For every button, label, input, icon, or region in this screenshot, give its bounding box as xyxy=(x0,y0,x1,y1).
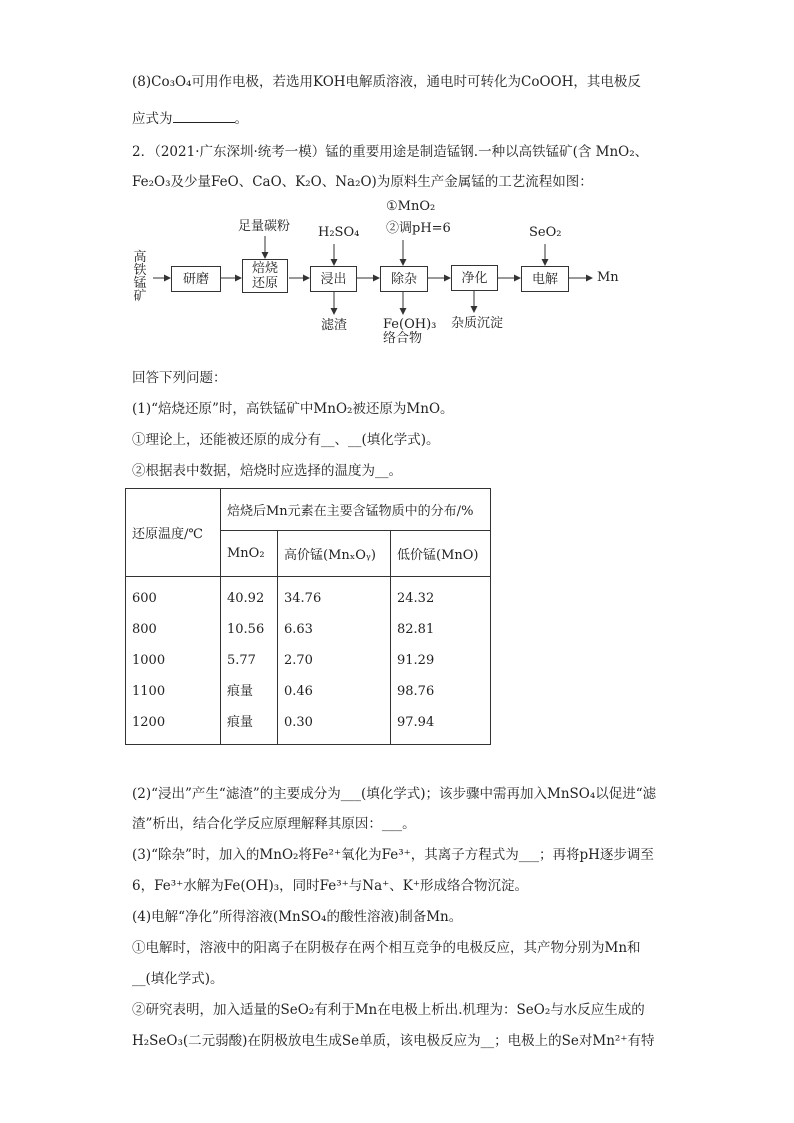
q1a-text: ①理论上，还能被还原的成分有__、__(填化学式)。 xyxy=(132,432,440,448)
step-roasting-reduction: 焙烧还原 xyxy=(242,259,288,293)
temp-cell: 600 xyxy=(132,591,157,606)
q3b-text: 6，Fe³⁺水解为Fe(OH)₃，同时Fe³⁺与Na⁺、K⁺形成络合物沉淀。 xyxy=(132,878,529,894)
q4a-line2: __(填化学式)。 xyxy=(132,971,224,987)
mno2-cell: 10.56 xyxy=(227,622,265,637)
high-cell: 2.70 xyxy=(284,653,313,668)
step-leaching: 浸出 xyxy=(310,266,357,292)
q1b-text: ②根据表中数据，焙烧时应选择的温度为__。 xyxy=(132,463,402,479)
q8-line2-text: 应式为 xyxy=(132,111,173,127)
low-valence-column xyxy=(391,577,491,745)
input-carbon-powder: 足量碳粉 xyxy=(238,219,291,234)
mno2-cell: 痕量 xyxy=(227,715,254,730)
low-cell: 91.29 xyxy=(397,653,435,668)
answer-blank xyxy=(173,108,235,123)
q4a-line1: ①电解时，溶液中的阳离子在阴极存在两个相互竞争的电极反应，其产物分别为Mn和 xyxy=(132,940,641,956)
q4b-line1: ②研究表明，加入适量的SeO₂有利于Mn在电极上析出.机理为：SeO₂与水反应生成的 xyxy=(132,1002,645,1018)
q4b-line2: H₂SeO₃(二元弱酸)在阴极放电生成Se单质，该电极反应为__；电极上的Se对Mn²⁺有特 xyxy=(132,1033,655,1049)
input-seo2: SeO₂ xyxy=(529,225,562,240)
header-distribution: 焙烧后Mn元素在主要含锰物质中的分布/% xyxy=(221,489,491,531)
input-mno2: ①MnO₂ xyxy=(386,199,436,214)
q8-line1: (8)Co₃O₄可用作电极，若选用KOH电解质溶液，通电时可转化为CoOOH，其电极反 xyxy=(132,74,641,90)
header-temperature: 还原温度/℃ xyxy=(126,489,221,577)
step-grinding: 研磨 xyxy=(171,266,221,292)
mno2-cell: 痕量 xyxy=(227,684,254,699)
mno2-column xyxy=(221,577,278,745)
raw-char: 高 xyxy=(133,250,147,265)
low-cell: 82.81 xyxy=(397,622,435,637)
mno2-cell: 5.77 xyxy=(227,653,256,668)
output-filter-residue: 滤渣 xyxy=(321,318,348,333)
q2-line2: Fe₂O₃及少量FeO、CaO、K₂O、Na₂O)为原料生产金属锰的工艺流程如图： xyxy=(132,174,593,190)
high-cell: 6.63 xyxy=(284,622,313,637)
high-valence-column xyxy=(278,577,391,745)
temp-cell: 1100 xyxy=(132,684,166,699)
output-fe-oh3: Fe(OH)₃ xyxy=(383,317,437,332)
mno2-cell: 40.92 xyxy=(227,591,265,606)
q8-line2-end: 。 xyxy=(234,111,248,127)
high-cell: 34.76 xyxy=(284,591,322,606)
high-cell: 0.46 xyxy=(284,684,313,699)
output-complex: 络合物 xyxy=(383,331,423,346)
header-low-valence: 低价锰(MnO) xyxy=(391,531,491,577)
q2b-text: 渣”析出，结合化学反应原理解释其原因：___。 xyxy=(132,816,416,832)
raw-material-label xyxy=(133,251,147,303)
temp-column xyxy=(126,577,221,745)
step-electrolysis: 电解 xyxy=(521,266,569,292)
temp-cell: 1000 xyxy=(132,653,166,668)
input-adjust-ph: ②调pH=6 xyxy=(386,221,451,236)
low-cell: 98.76 xyxy=(397,684,435,699)
q2a-text: (2)“浸出”产生“滤渣”的主要成分为___(填化学式)；该步骤中需再加入MnSO₄以促进“滤 xyxy=(132,786,657,802)
output-impurity-precipitate: 杂质沉淀 xyxy=(451,316,504,331)
raw-char: 锰 xyxy=(133,276,147,291)
high-cell: 0.30 xyxy=(284,715,313,730)
header-high-valence: 高价锰(MnₓOᵧ) xyxy=(278,531,391,577)
q4-text: (4)电解“净化”所得溶液(MnSO₄的酸性溶液)制备Mn。 xyxy=(132,909,463,925)
step-impurity-removal: 除杂 xyxy=(380,266,428,292)
raw-char: 矿 xyxy=(133,289,147,304)
q3a-text: (3)“除杂”时，加入的MnO₂将Fe²⁺氧化为Fe³⁺，其离子方程式为___；再将pH逐步调至 xyxy=(132,847,654,863)
input-sulfuric-acid: H₂SO₄ xyxy=(318,225,360,240)
temp-cell: 800 xyxy=(132,622,157,637)
temperature-distribution-table xyxy=(125,488,491,745)
low-cell: 24.32 xyxy=(397,591,435,606)
q1-text: (1)“焙烧还原”时，高铁锰矿中MnO₂被还原为MnO。 xyxy=(132,401,454,417)
q8-line2 xyxy=(132,108,248,129)
step-purification: 净化 xyxy=(451,265,498,291)
header-mno2: MnO₂ xyxy=(221,531,278,577)
product-label: Mn xyxy=(597,270,619,285)
answer-intro: 回答下列问题： xyxy=(132,370,227,386)
low-cell: 97.94 xyxy=(397,715,435,730)
temp-cell: 1200 xyxy=(132,715,166,730)
q2-line1: 2．（2021·广东深圳·统考一模）锰的重要用途是制造锰钢.一种以高铁锰矿(含 MnO₂、 xyxy=(132,144,649,160)
raw-char: 铁 xyxy=(133,263,147,278)
